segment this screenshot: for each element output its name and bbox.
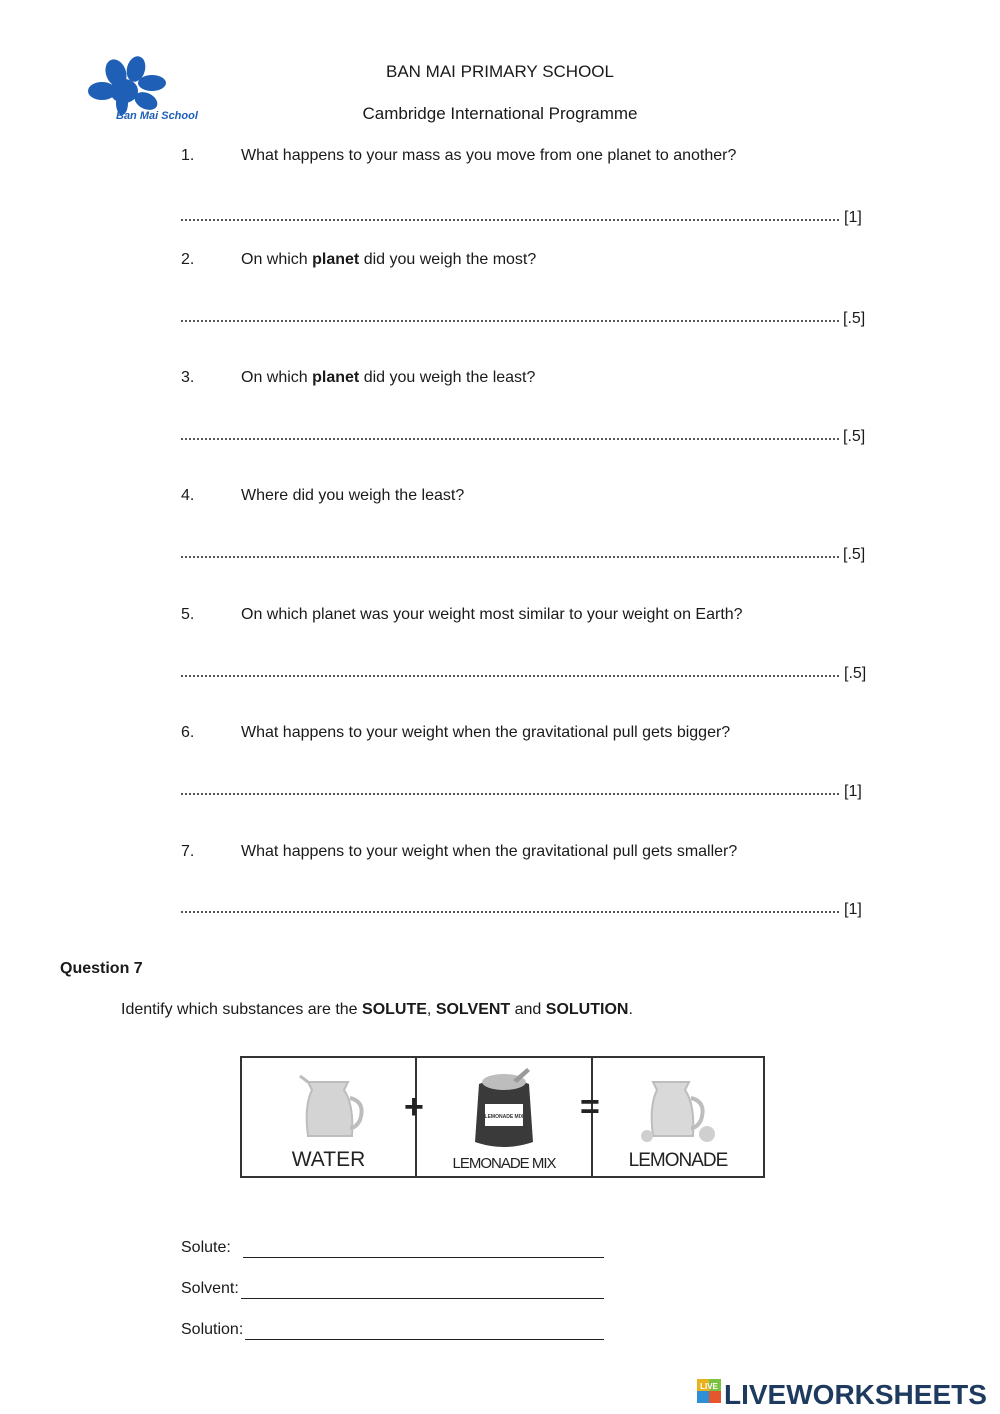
instruction-comma: , <box>426 1001 436 1018</box>
programme-name: Cambridge International Programme <box>362 104 638 123</box>
water-label: WATER <box>291 1148 366 1171</box>
lemonade-mix-label: LEMONADE MIX <box>452 1155 556 1172</box>
question-text-part: Where did you weigh the least? <box>241 487 465 504</box>
mark-value: [1] <box>844 209 862 226</box>
lemonade-jug-icon <box>637 1068 719 1148</box>
question-text-part: On which planet was your weight most similar to your weight on Earth? <box>241 606 743 623</box>
solution-diagram <box>240 1056 765 1178</box>
brand-badge-text: LIVE <box>700 1382 718 1391</box>
mark-value: [.5] <box>844 665 867 682</box>
mark-value: [.5] <box>843 546 866 563</box>
question-text-part: did you weigh the least? <box>359 369 536 386</box>
answer-line[interactable] <box>181 555 839 558</box>
logo-text: Ban Mai School <box>116 110 198 122</box>
plus-sign: + <box>404 1088 424 1126</box>
answer-line[interactable] <box>181 910 839 913</box>
brand-badge-icon <box>697 1379 721 1403</box>
solute-term: SOLUTE <box>362 1001 427 1018</box>
question-text <box>241 843 737 861</box>
question-number: 5. <box>181 606 195 623</box>
question-text-part: What happens to your weight when the gravitational pull gets bigger? <box>241 724 731 741</box>
question-text <box>241 369 535 387</box>
question-number: 2. <box>181 251 195 268</box>
instruction-pre: Identify which substances are the <box>121 1001 363 1018</box>
liveworksheets-brand <box>697 1377 997 1409</box>
question-text-part: On which <box>241 369 313 386</box>
question-text <box>241 724 730 742</box>
question-text <box>241 606 743 624</box>
solvent-answer-field[interactable] <box>241 1297 604 1299</box>
lemonade-mix-cell <box>417 1058 591 1176</box>
question-number: 1. <box>181 147 195 164</box>
solution-answer-field[interactable] <box>245 1338 604 1340</box>
solute-answer-field[interactable] <box>243 1256 604 1258</box>
question-text <box>241 487 464 505</box>
brand-text: LIVEWORKSHEETS <box>724 1379 987 1409</box>
instruction-and: and <box>510 1001 546 1018</box>
water-jug-icon <box>290 1068 370 1148</box>
instruction-end: . <box>628 1001 633 1018</box>
lemonade-label: LEMONADE <box>628 1150 728 1171</box>
lemonade-cell <box>593 1058 763 1176</box>
answer-line[interactable] <box>181 218 839 221</box>
mark-value: [1] <box>844 783 862 800</box>
mix-bag-icon <box>469 1064 539 1150</box>
question-number: 4. <box>181 487 195 504</box>
question-emphasis: planet <box>312 369 360 386</box>
solution-term: SOLUTION <box>545 1001 629 1018</box>
question-text-part: On which <box>241 251 313 268</box>
solute-label: Solute: <box>181 1239 231 1256</box>
question-number: 7. <box>181 843 195 860</box>
equals-sign: = <box>580 1088 600 1126</box>
water-cell <box>242 1058 415 1176</box>
answer-line[interactable] <box>181 792 839 795</box>
solution-label: Solution: <box>181 1321 244 1338</box>
answer-line[interactable] <box>181 674 839 677</box>
question-number: 6. <box>181 724 195 741</box>
question-text <box>241 251 536 269</box>
question-7-heading: Question 7 <box>60 960 143 977</box>
question-number: 3. <box>181 369 195 386</box>
mark-value: [1] <box>844 901 862 918</box>
bag-label: LEMONADE MIX <box>484 1114 524 1120</box>
answer-line[interactable] <box>181 437 839 440</box>
question-text-part: What happens to your mass as you move from one planet to another? <box>241 147 737 164</box>
solvent-term: SOLVENT <box>435 1001 511 1018</box>
question-text-part: What happens to your weight when the gravitational pull gets smaller? <box>241 843 738 860</box>
question-text <box>241 147 736 165</box>
mark-value: [.5] <box>843 310 866 327</box>
question-text-part: did you weigh the most? <box>359 251 537 268</box>
solvent-label: Solvent: <box>181 1280 239 1297</box>
question-emphasis: planet <box>312 251 360 268</box>
school-name: BAN MAI PRIMARY SCHOOL <box>386 62 614 81</box>
mark-value: [.5] <box>843 428 866 445</box>
question-7-instruction <box>121 1001 633 1019</box>
answer-line[interactable] <box>181 319 839 322</box>
